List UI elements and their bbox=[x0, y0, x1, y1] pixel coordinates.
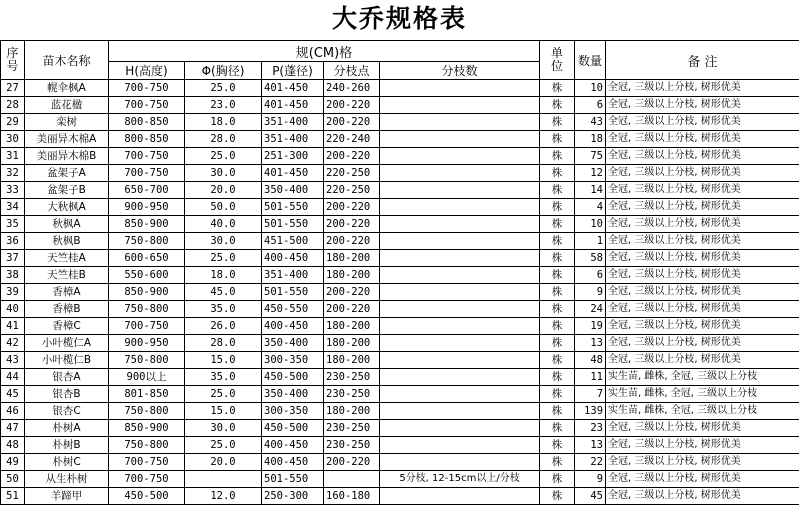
cell-diameter: 30.0 bbox=[185, 165, 262, 182]
spec-table bbox=[0, 40, 799, 505]
cell-diameter: 23.0 bbox=[185, 97, 262, 114]
cell-unit: 株 bbox=[540, 284, 575, 301]
cell-notes: 全冠, 三级以上分枝, 树形优美 bbox=[606, 148, 799, 165]
table-row bbox=[1, 301, 799, 318]
header-spread: P(蓬径) bbox=[262, 62, 324, 80]
cell-qty: 139 bbox=[575, 403, 606, 420]
cell-branch-point: 180-200 bbox=[324, 267, 380, 284]
cell-diameter: 25.0 bbox=[185, 386, 262, 403]
cell-unit: 株 bbox=[540, 403, 575, 420]
cell-spread: 300-350 bbox=[262, 352, 324, 369]
cell-qty: 43 bbox=[575, 114, 606, 131]
cell-spread: 401-450 bbox=[262, 80, 324, 97]
cell-unit: 株 bbox=[540, 420, 575, 437]
cell-branch-count bbox=[380, 352, 540, 369]
cell-seq: 33 bbox=[1, 182, 25, 199]
cell-branch-count bbox=[380, 148, 540, 165]
cell-height: 750-800 bbox=[109, 437, 185, 454]
cell-seq: 37 bbox=[1, 250, 25, 267]
cell-diameter: 28.0 bbox=[185, 131, 262, 148]
cell-height: 700-750 bbox=[109, 148, 185, 165]
cell-notes: 全冠, 三级以上分枝, 树形优美 bbox=[606, 318, 799, 335]
cell-name: 幌伞枫A bbox=[25, 80, 109, 97]
cell-spread: 251-300 bbox=[262, 148, 324, 165]
page-title: 大乔规格表 bbox=[0, 0, 799, 40]
cell-notes: 全冠, 三级以上分枝, 树形优美 bbox=[606, 199, 799, 216]
cell-qty: 4 bbox=[575, 199, 606, 216]
cell-seq: 40 bbox=[1, 301, 25, 318]
cell-notes: 全冠, 三级以上分枝, 树形优美 bbox=[606, 131, 799, 148]
cell-height: 801-850 bbox=[109, 386, 185, 403]
cell-diameter: 15.0 bbox=[185, 403, 262, 420]
cell-spread: 401-450 bbox=[262, 97, 324, 114]
cell-branch-point: 200-220 bbox=[324, 97, 380, 114]
table-row bbox=[1, 386, 799, 403]
cell-qty: 18 bbox=[575, 131, 606, 148]
cell-branch-count bbox=[380, 233, 540, 250]
table-row bbox=[1, 97, 799, 114]
table-row bbox=[1, 454, 799, 471]
cell-seq: 38 bbox=[1, 267, 25, 284]
cell-diameter: 20.0 bbox=[185, 182, 262, 199]
cell-unit: 株 bbox=[540, 114, 575, 131]
header-seq bbox=[1, 41, 25, 80]
cell-notes: 全冠, 三级以上分枝, 树形优美 bbox=[606, 267, 799, 284]
cell-diameter: 45.0 bbox=[185, 284, 262, 301]
cell-unit: 株 bbox=[540, 471, 575, 488]
cell-notes: 全冠, 三级以上分枝, 树形优美 bbox=[606, 216, 799, 233]
cell-branch-count bbox=[380, 301, 540, 318]
cell-unit: 株 bbox=[540, 131, 575, 148]
cell-spread: 450-550 bbox=[262, 301, 324, 318]
cell-unit: 株 bbox=[540, 199, 575, 216]
cell-notes: 全冠, 三级以上分枝, 树形优美 bbox=[606, 284, 799, 301]
cell-branch-count bbox=[380, 97, 540, 114]
cell-diameter: 35.0 bbox=[185, 369, 262, 386]
cell-branch-point: 200-220 bbox=[324, 114, 380, 131]
cell-branch-point: 200-220 bbox=[324, 454, 380, 471]
cell-height: 650-700 bbox=[109, 182, 185, 199]
cell-qty: 13 bbox=[575, 437, 606, 454]
table-row bbox=[1, 267, 799, 284]
cell-seq: 34 bbox=[1, 199, 25, 216]
cell-diameter: 25.0 bbox=[185, 80, 262, 97]
cell-spread: 350-400 bbox=[262, 182, 324, 199]
cell-height: 850-900 bbox=[109, 216, 185, 233]
cell-notes: 全冠, 三级以上分枝, 树形优美 bbox=[606, 97, 799, 114]
cell-height: 750-800 bbox=[109, 233, 185, 250]
cell-name: 美丽异木棉A bbox=[25, 131, 109, 148]
cell-name: 从生朴树 bbox=[25, 471, 109, 488]
cell-height: 900-950 bbox=[109, 199, 185, 216]
cell-name: 蓝花楹 bbox=[25, 97, 109, 114]
cell-name: 盆架子A bbox=[25, 165, 109, 182]
table-row bbox=[1, 148, 799, 165]
cell-branch-count bbox=[380, 199, 540, 216]
cell-qty: 45 bbox=[575, 488, 606, 505]
cell-branch-point: 180-200 bbox=[324, 335, 380, 352]
cell-seq: 48 bbox=[1, 437, 25, 454]
cell-notes: 全冠, 三级以上分枝, 树形优美 bbox=[606, 352, 799, 369]
table-row bbox=[1, 250, 799, 267]
cell-seq: 32 bbox=[1, 165, 25, 182]
cell-seq: 50 bbox=[1, 471, 25, 488]
cell-branch-point: 200-220 bbox=[324, 216, 380, 233]
table-row bbox=[1, 284, 799, 301]
header-unit bbox=[540, 41, 575, 80]
table-row bbox=[1, 199, 799, 216]
table-row bbox=[1, 352, 799, 369]
cell-branch-count bbox=[380, 420, 540, 437]
cell-diameter: 18.0 bbox=[185, 114, 262, 131]
cell-qty: 22 bbox=[575, 454, 606, 471]
cell-seq: 29 bbox=[1, 114, 25, 131]
cell-notes: 全冠, 三级以上分枝, 树形优美 bbox=[606, 420, 799, 437]
cell-spread: 501-550 bbox=[262, 284, 324, 301]
cell-branch-count bbox=[380, 437, 540, 454]
cell-height: 450-500 bbox=[109, 488, 185, 505]
cell-branch-count bbox=[380, 165, 540, 182]
table-row bbox=[1, 437, 799, 454]
cell-name: 小叶榄仁B bbox=[25, 352, 109, 369]
cell-height: 700-750 bbox=[109, 454, 185, 471]
cell-diameter: 30.0 bbox=[185, 420, 262, 437]
cell-branch-point: 180-200 bbox=[324, 403, 380, 420]
cell-branch-point: 180-200 bbox=[324, 352, 380, 369]
cell-height: 850-900 bbox=[109, 284, 185, 301]
cell-qty: 7 bbox=[575, 386, 606, 403]
cell-unit: 株 bbox=[540, 352, 575, 369]
cell-spread: 401-450 bbox=[262, 165, 324, 182]
cell-diameter: 30.0 bbox=[185, 233, 262, 250]
cell-branch-point: 160-180 bbox=[324, 488, 380, 505]
cell-height: 850-900 bbox=[109, 420, 185, 437]
cell-qty: 13 bbox=[575, 335, 606, 352]
cell-notes: 全冠, 三级以上分枝, 树形优美 bbox=[606, 471, 799, 488]
cell-name: 小叶榄仁A bbox=[25, 335, 109, 352]
table-row bbox=[1, 216, 799, 233]
table-row bbox=[1, 80, 799, 97]
cell-branch-point: 200-220 bbox=[324, 301, 380, 318]
cell-name: 羊蹄甲 bbox=[25, 488, 109, 505]
cell-unit: 株 bbox=[540, 335, 575, 352]
cell-branch-count bbox=[380, 250, 540, 267]
cell-branch-point: 240-260 bbox=[324, 80, 380, 97]
cell-spread: 350-400 bbox=[262, 335, 324, 352]
cell-seq: 28 bbox=[1, 97, 25, 114]
cell-diameter: 50.0 bbox=[185, 199, 262, 216]
cell-spread: 351-400 bbox=[262, 267, 324, 284]
cell-qty: 23 bbox=[575, 420, 606, 437]
cell-qty: 24 bbox=[575, 301, 606, 318]
table-row bbox=[1, 233, 799, 250]
cell-diameter bbox=[185, 471, 262, 488]
cell-qty: 14 bbox=[575, 182, 606, 199]
table-row bbox=[1, 131, 799, 148]
cell-unit: 株 bbox=[540, 454, 575, 471]
cell-branch-point: 230-250 bbox=[324, 420, 380, 437]
cell-notes: 全冠, 三级以上分枝, 树形优美 bbox=[606, 165, 799, 182]
cell-height: 900-950 bbox=[109, 335, 185, 352]
cell-diameter: 20.0 bbox=[185, 454, 262, 471]
cell-seq: 42 bbox=[1, 335, 25, 352]
cell-qty: 58 bbox=[575, 250, 606, 267]
cell-branch-count bbox=[380, 267, 540, 284]
table-row bbox=[1, 165, 799, 182]
table-row bbox=[1, 471, 799, 488]
cell-spread: 451-500 bbox=[262, 233, 324, 250]
header-seq-line1: 序 bbox=[6, 46, 18, 60]
cell-unit: 株 bbox=[540, 386, 575, 403]
cell-unit: 株 bbox=[540, 267, 575, 284]
cell-spread: 501-550 bbox=[262, 216, 324, 233]
table-row bbox=[1, 318, 799, 335]
cell-unit: 株 bbox=[540, 318, 575, 335]
table-row bbox=[1, 114, 799, 131]
cell-height: 550-600 bbox=[109, 267, 185, 284]
cell-qty: 19 bbox=[575, 318, 606, 335]
cell-qty: 6 bbox=[575, 97, 606, 114]
header-height: H(高度) bbox=[109, 62, 185, 80]
cell-qty: 75 bbox=[575, 148, 606, 165]
cell-notes: 全冠, 三级以上分枝, 树形优美 bbox=[606, 182, 799, 199]
header-branch-count: 分枝数 bbox=[380, 62, 540, 80]
cell-notes: 全冠, 三级以上分枝, 树形优美 bbox=[606, 250, 799, 267]
cell-spread: 351-400 bbox=[262, 131, 324, 148]
cell-name: 香樟C bbox=[25, 318, 109, 335]
table-row bbox=[1, 182, 799, 199]
cell-seq: 51 bbox=[1, 488, 25, 505]
cell-seq: 46 bbox=[1, 403, 25, 420]
cell-notes: 全冠, 三级以上分枝, 树形优美 bbox=[606, 488, 799, 505]
cell-notes: 全冠, 三级以上分枝, 树形优美 bbox=[606, 301, 799, 318]
header-spec: 规(CM)格 bbox=[109, 41, 540, 62]
cell-notes: 实生苗, 雌株, 全冠, 三级以上分枝 bbox=[606, 403, 799, 420]
cell-name: 栾树 bbox=[25, 114, 109, 131]
cell-branch-point: 220-250 bbox=[324, 182, 380, 199]
cell-spread: 501-550 bbox=[262, 471, 324, 488]
cell-seq: 39 bbox=[1, 284, 25, 301]
cell-height: 600-650 bbox=[109, 250, 185, 267]
cell-unit: 株 bbox=[540, 148, 575, 165]
cell-notes: 全冠, 三级以上分枝, 树形优美 bbox=[606, 437, 799, 454]
cell-name: 香樟B bbox=[25, 301, 109, 318]
cell-diameter: 25.0 bbox=[185, 250, 262, 267]
cell-name: 香樟A bbox=[25, 284, 109, 301]
cell-unit: 株 bbox=[540, 182, 575, 199]
cell-name: 天竺桂B bbox=[25, 267, 109, 284]
cell-spread: 400-450 bbox=[262, 318, 324, 335]
cell-spread: 300-350 bbox=[262, 403, 324, 420]
cell-branch-point: 200-220 bbox=[324, 233, 380, 250]
cell-seq: 41 bbox=[1, 318, 25, 335]
cell-spread: 400-450 bbox=[262, 250, 324, 267]
cell-name: 大秋枫A bbox=[25, 199, 109, 216]
cell-spread: 351-400 bbox=[262, 114, 324, 131]
cell-notes: 实生苗, 雌株, 全冠, 三级以上分枝 bbox=[606, 386, 799, 403]
cell-branch-count bbox=[380, 114, 540, 131]
cell-seq: 43 bbox=[1, 352, 25, 369]
cell-branch-count bbox=[380, 386, 540, 403]
cell-notes: 全冠, 三级以上分枝, 树形优美 bbox=[606, 335, 799, 352]
cell-name: 银杏A bbox=[25, 369, 109, 386]
cell-unit: 株 bbox=[540, 97, 575, 114]
cell-name: 朴树C bbox=[25, 454, 109, 471]
cell-branch-count bbox=[380, 318, 540, 335]
cell-unit: 株 bbox=[540, 233, 575, 250]
cell-seq: 36 bbox=[1, 233, 25, 250]
cell-height: 700-750 bbox=[109, 80, 185, 97]
cell-seq: 27 bbox=[1, 80, 25, 97]
cell-qty: 1 bbox=[575, 233, 606, 250]
cell-qty: 10 bbox=[575, 80, 606, 97]
header-notes: 备 注 bbox=[606, 41, 799, 80]
cell-height: 700-750 bbox=[109, 97, 185, 114]
cell-height: 750-800 bbox=[109, 352, 185, 369]
cell-unit: 株 bbox=[540, 80, 575, 97]
table-row bbox=[1, 420, 799, 437]
cell-qty: 11 bbox=[575, 369, 606, 386]
cell-branch-count: 5分枝, 12-15cm以上/分枝 bbox=[380, 471, 540, 488]
cell-branch-count bbox=[380, 454, 540, 471]
header-name: 苗木名称 bbox=[25, 41, 109, 80]
header-qty: 数量 bbox=[575, 41, 606, 80]
cell-diameter: 25.0 bbox=[185, 148, 262, 165]
cell-qty: 10 bbox=[575, 216, 606, 233]
cell-height: 700-750 bbox=[109, 165, 185, 182]
cell-height: 800-850 bbox=[109, 114, 185, 131]
cell-qty: 9 bbox=[575, 471, 606, 488]
cell-spread: 400-450 bbox=[262, 437, 324, 454]
cell-spread: 350-400 bbox=[262, 386, 324, 403]
cell-name: 秋枫B bbox=[25, 233, 109, 250]
cell-diameter: 15.0 bbox=[185, 352, 262, 369]
cell-qty: 12 bbox=[575, 165, 606, 182]
cell-height: 700-750 bbox=[109, 318, 185, 335]
cell-branch-count bbox=[380, 488, 540, 505]
cell-name: 朴树A bbox=[25, 420, 109, 437]
cell-notes: 全冠, 三级以上分枝, 树形优美 bbox=[606, 80, 799, 97]
cell-unit: 株 bbox=[540, 369, 575, 386]
header-unit-line1: 单 bbox=[551, 46, 563, 60]
cell-name: 秋枫A bbox=[25, 216, 109, 233]
cell-diameter: 18.0 bbox=[185, 267, 262, 284]
cell-diameter: 12.0 bbox=[185, 488, 262, 505]
cell-spread: 250-300 bbox=[262, 488, 324, 505]
cell-seq: 35 bbox=[1, 216, 25, 233]
cell-branch-point: 180-200 bbox=[324, 318, 380, 335]
cell-height: 800-850 bbox=[109, 131, 185, 148]
cell-seq: 31 bbox=[1, 148, 25, 165]
cell-name: 美丽异木棉B bbox=[25, 148, 109, 165]
cell-qty: 6 bbox=[575, 267, 606, 284]
cell-height: 750-800 bbox=[109, 301, 185, 318]
cell-spread: 450-500 bbox=[262, 420, 324, 437]
cell-branch-point: 230-250 bbox=[324, 437, 380, 454]
cell-height: 750-800 bbox=[109, 403, 185, 420]
cell-unit: 株 bbox=[540, 301, 575, 318]
cell-notes: 全冠, 三级以上分枝, 树形优美 bbox=[606, 454, 799, 471]
cell-branch-point: 200-220 bbox=[324, 284, 380, 301]
cell-branch-count bbox=[380, 182, 540, 199]
cell-qty: 48 bbox=[575, 352, 606, 369]
cell-seq: 49 bbox=[1, 454, 25, 471]
cell-branch-point: 200-220 bbox=[324, 148, 380, 165]
table-row bbox=[1, 488, 799, 505]
cell-branch-point: 180-200 bbox=[324, 250, 380, 267]
cell-seq: 30 bbox=[1, 131, 25, 148]
cell-unit: 株 bbox=[540, 250, 575, 267]
cell-seq: 45 bbox=[1, 386, 25, 403]
header-unit-line2: 位 bbox=[551, 59, 563, 73]
cell-branch-point: 200-220 bbox=[324, 199, 380, 216]
cell-name: 盆架子B bbox=[25, 182, 109, 199]
cell-spread: 501-550 bbox=[262, 199, 324, 216]
cell-branch-point bbox=[324, 471, 380, 488]
cell-unit: 株 bbox=[540, 216, 575, 233]
cell-notes: 实生苗, 雌株, 全冠, 三级以上分枝 bbox=[606, 369, 799, 386]
cell-height: 700-750 bbox=[109, 471, 185, 488]
cell-branch-count bbox=[380, 80, 540, 97]
cell-name: 朴树B bbox=[25, 437, 109, 454]
cell-spread: 450-500 bbox=[262, 369, 324, 386]
header-diameter: Φ(胸径) bbox=[185, 62, 262, 80]
cell-diameter: 35.0 bbox=[185, 301, 262, 318]
cell-unit: 株 bbox=[540, 437, 575, 454]
cell-branch-count bbox=[380, 216, 540, 233]
cell-height: 900以上 bbox=[109, 369, 185, 386]
cell-qty: 9 bbox=[575, 284, 606, 301]
cell-branch-point: 230-250 bbox=[324, 386, 380, 403]
table-row bbox=[1, 335, 799, 352]
cell-name: 银杏B bbox=[25, 386, 109, 403]
cell-name: 银杏C bbox=[25, 403, 109, 420]
cell-name: 天竺桂A bbox=[25, 250, 109, 267]
cell-unit: 株 bbox=[540, 165, 575, 182]
cell-branch-count bbox=[380, 284, 540, 301]
cell-diameter: 28.0 bbox=[185, 335, 262, 352]
table-row bbox=[1, 369, 799, 386]
cell-branch-count bbox=[380, 403, 540, 420]
cell-branch-count bbox=[380, 369, 540, 386]
header-seq-line2: 号 bbox=[6, 59, 18, 73]
cell-seq: 44 bbox=[1, 369, 25, 386]
table-row bbox=[1, 403, 799, 420]
cell-unit: 株 bbox=[540, 488, 575, 505]
cell-notes: 全冠, 三级以上分枝, 树形优美 bbox=[606, 114, 799, 131]
cell-diameter: 26.0 bbox=[185, 318, 262, 335]
cell-diameter: 25.0 bbox=[185, 437, 262, 454]
cell-notes: 全冠, 三级以上分枝, 树形优美 bbox=[606, 233, 799, 250]
cell-branch-count bbox=[380, 335, 540, 352]
cell-branch-point: 220-240 bbox=[324, 131, 380, 148]
cell-diameter: 40.0 bbox=[185, 216, 262, 233]
header-branch-point: 分枝点 bbox=[324, 62, 380, 80]
cell-seq: 47 bbox=[1, 420, 25, 437]
cell-spread: 400-450 bbox=[262, 454, 324, 471]
cell-branch-count bbox=[380, 131, 540, 148]
cell-branch-point: 220-250 bbox=[324, 165, 380, 182]
cell-branch-point: 230-250 bbox=[324, 369, 380, 386]
